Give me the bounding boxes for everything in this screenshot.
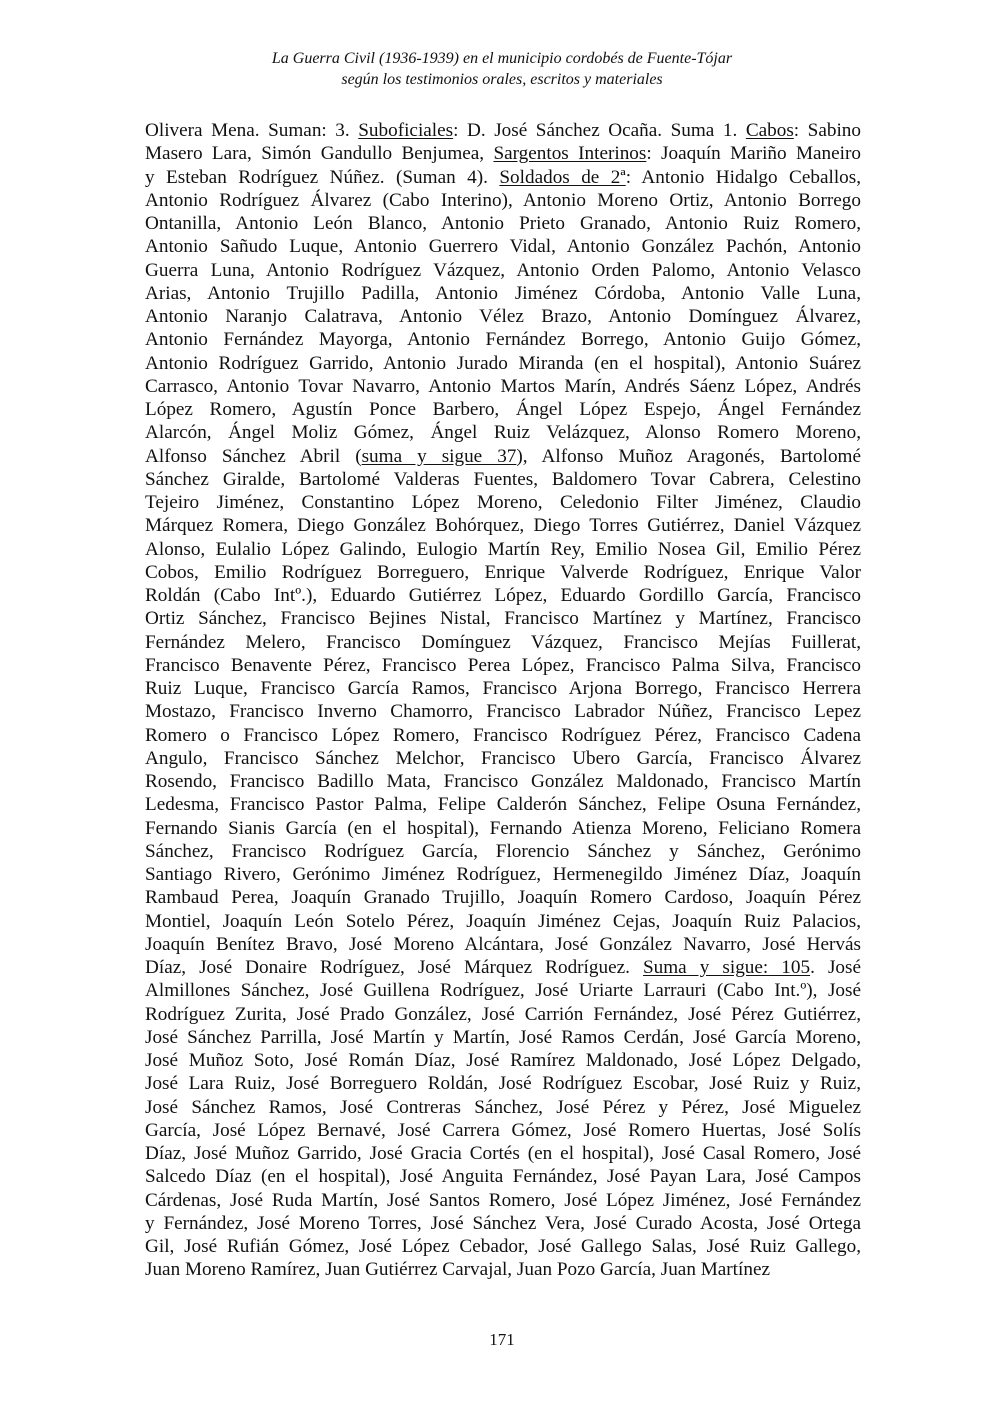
text-segment: Alarcón, Ángel Moliz Gómez, Ángel Ruiz Velázquez, Alonso Romero Moreno, <box>145 422 861 444</box>
text-line <box>145 445 861 468</box>
text-line <box>145 1119 861 1142</box>
text-line <box>145 305 861 328</box>
page-number: 171 <box>489 1330 515 1349</box>
underlined-heading: Sargentos Interinos <box>493 143 647 165</box>
text-line <box>145 910 861 933</box>
text-segment: José Sánchez Ramos, José Contreras Sánchez, José Pérez y Pérez, José Miguelez <box>145 1096 861 1118</box>
text-line <box>145 166 861 189</box>
text-segment: Cárdenas, José Ruda Martín, José Santos Romero, José López Jiménez, José Fernández <box>145 1189 861 1211</box>
text-line <box>145 1235 861 1258</box>
text-segment: Fernando Sianis García (en el hospital), Fernando Atienza Moreno, Feliciano Romera <box>145 817 861 839</box>
text-line <box>145 724 861 747</box>
text-segment: José Muñoz Soto, José Román Díaz, José Ramírez Maldonado, José López Delgado, <box>145 1050 861 1071</box>
text-segment: : Joaquín Mariño Maneiro <box>646 143 861 165</box>
text-segment: Ortiz Sánchez, Francisco Bejines Nistal, Francisco Martínez y Martínez, Francisco <box>145 608 861 630</box>
underlined-heading: Cabos <box>745 120 794 141</box>
text-segment: López Romero, Agustín Ponce Barbero, Ángel López Espejo, Ángel Fernández <box>145 399 861 420</box>
underlined-heading: Suboficiales <box>358 120 454 141</box>
text-segment: : D. José Sánchez Ocaña. Suma 1. <box>453 120 746 141</box>
text-line <box>145 631 861 654</box>
text-segment: Mostazo, Francisco Inverno Chamorro, Francisco Labrador Núñez, Francisco Lepez <box>145 701 861 723</box>
text-line <box>145 1212 861 1235</box>
text-segment: José Sánchez Parrilla, José Martín y Martín, José Ramos Cerdán, José García Moreno, <box>145 1026 861 1048</box>
text-segment: Ontanilla, Antonio León Blanco, Antonio Prieto Granado, Antonio Ruiz Romero, <box>145 213 861 234</box>
text-segment: Alonso, Eulalio López Galindo, Eulogio Martín Rey, Emilio Nosea Gil, Emilio Pérez <box>145 538 861 560</box>
text-line <box>145 700 861 723</box>
text-segment: Gil, José Rufián Gómez, José López Cebador, José Gallego Salas, José Ruiz Gallego, <box>145 1236 861 1257</box>
text-segment: García, José López Bernavé, José Carrera Gómez, José Romero Huertas, José Solís <box>145 1119 861 1141</box>
text-line <box>145 1026 861 1049</box>
text-segment: y Fernández, José Moreno Torres, José Sánchez Vera, José Curado Acosta, José Ortega <box>145 1212 861 1234</box>
text-line <box>145 747 861 770</box>
text-segment: Olivera Mena. Suman: 3. <box>145 120 359 141</box>
text-line <box>145 1258 861 1281</box>
text-line <box>145 352 861 375</box>
text-segment: . José <box>810 957 861 978</box>
running-header <box>0 48 1004 90</box>
text-segment: Masero Lara, Simón Gandullo Benjumea, <box>145 143 494 165</box>
text-segment: Antonio Naranjo Calatrava, Antonio Vélez Brazo, Antonio Domínguez Álvarez, <box>145 306 861 327</box>
text-segment: Antonio Rodríguez Álvarez (Cabo Interino), Antonio Moreno Ortiz, Antonio Borrego <box>145 189 861 211</box>
text-line <box>145 793 861 816</box>
text-line <box>145 1165 861 1188</box>
text-line <box>145 398 861 421</box>
text-segment: : Sabino <box>793 120 861 141</box>
text-segment: Tejeiro Jiménez, Constantino López Moreno, Celedonio Filter Jiménez, Claudio <box>145 492 861 513</box>
text-segment: José Lara Ruiz, José Borreguero Roldán, José Rodríguez Escobar, José Ruiz y Ruiz, <box>145 1073 861 1095</box>
text-line <box>145 770 861 793</box>
text-segment: Díaz, José Muñoz Garrido, José Gracia Cortés (en el hospital), José Casal Romero, José <box>145 1143 861 1164</box>
text-segment: Arias, Antonio Trujillo Padilla, Antonio Jiménez Córdoba, Antonio Valle Luna, <box>145 282 861 304</box>
text-segment: Cobos, Emilio Rodríguez Borreguero, Enrique Valverde Rodríguez, Enrique Valor <box>145 561 861 583</box>
text-segment: Joaquín Benítez Bravo, José Moreno Alcántara, José González Navarro, José Hervás <box>145 933 861 955</box>
text-segment: Ledesma, Francisco Pastor Palma, Felipe Calderón Sánchez, Felipe Osuna Fernández, <box>145 794 861 816</box>
text-line <box>145 1142 861 1165</box>
text-line <box>145 584 861 607</box>
text-segment: ), Alfonso Muñoz Aragonés, Bartolomé <box>516 445 861 467</box>
text-line <box>145 142 861 165</box>
text-segment: Rodríguez Zurita, José Prado González, José Carrión Fernández, José Pérez Gutiérrez, <box>145 1003 861 1025</box>
text-segment: Romero o Francisco López Romero, Francisco Rodríguez Pérez, Francisco Cadena <box>145 724 861 746</box>
text-line <box>145 979 861 1002</box>
text-segment: Antonio Sañudo Luque, Antonio Guerrero Vidal, Antonio González Pachón, Antonio <box>145 236 861 258</box>
text-segment: Antonio Rodríguez Garrido, Antonio Jurado Miranda (en el hospital), Antonio Suárez <box>145 352 861 374</box>
text-segment: Guerra Luna, Antonio Rodríguez Vázquez, Antonio Orden Palomo, Antonio Velasco <box>145 259 861 281</box>
text-line <box>145 817 861 840</box>
text-segment: Juan Moreno Ramírez, Juan Gutiérrez Carvajal, Juan Pozo García, Juan Martínez <box>145 1259 770 1281</box>
text-segment: Roldán (Cabo Intº.), Eduardo Gutiérrez López, Eduardo Gordillo García, Francisco <box>145 585 861 606</box>
text-segment: Rambaud Perea, Joaquín Granado Trujillo, Joaquín Romero Cardoso, Joaquín Pérez <box>145 887 861 909</box>
text-line <box>145 677 861 700</box>
text-segment: Alfonso Sánchez Abril ( <box>145 445 362 467</box>
text-line <box>145 282 861 305</box>
text-segment: Rosendo, Francisco Badillo Mata, Francisco González Maldonado, Francisco Martín <box>145 771 861 792</box>
text-line <box>145 468 861 491</box>
text-segment: y Esteban Rodríguez Núñez. (Suman 4). <box>145 166 500 188</box>
text-line <box>145 933 861 956</box>
text-segment: Díaz, José Donaire Rodríguez, José Márquez Rodríguez. <box>145 957 643 978</box>
running-header-line-1: La Guerra Civil (1936-1939) en el municipio cordobés de Fuente-Tójar <box>271 50 733 67</box>
text-segment: Montiel, Joaquín León Sotelo Pérez, Joaquín Jiménez Cejas, Joaquín Ruiz Palacios, <box>145 910 861 932</box>
text-segment: Ruiz Luque, Francisco García Ramos, Francisco Arjona Borrego, Francisco Herrera <box>145 678 861 699</box>
text-line <box>145 212 861 235</box>
underlined-heading: suma y sigue 37 <box>361 445 517 467</box>
text-line <box>145 491 861 514</box>
text-line <box>145 863 861 886</box>
underlined-heading: Soldados de 2ª <box>499 166 626 188</box>
text-line <box>145 956 861 979</box>
text-segment: Sánchez, Francisco Rodríguez García, Florencio Sánchez y Sánchez, Gerónimo <box>145 840 861 862</box>
text-line <box>145 235 861 258</box>
text-line <box>145 375 861 398</box>
text-line <box>145 189 861 212</box>
text-segment: Sánchez Giralde, Bartolomé Valderas Fuentes, Baldomero Tovar Cabrera, Celestino <box>145 468 861 490</box>
text-segment: Santiago Rivero, Gerónimo Jiménez Rodríguez, Hermenegildo Jiménez Díaz, Joaquín <box>145 864 861 885</box>
text-line <box>145 1003 861 1026</box>
body-text <box>145 119 861 1282</box>
text-line <box>145 886 861 909</box>
text-line <box>145 840 861 863</box>
text-line <box>145 421 861 444</box>
text-line <box>145 1049 861 1072</box>
text-line <box>145 119 861 142</box>
text-segment: Angulo, Francisco Sánchez Melchor, Francisco Ubero García, Francisco Álvarez <box>145 747 861 769</box>
text-segment: Salcedo Díaz (en el hospital), José Anguita Fernández, José Payan Lara, José Campos <box>145 1166 861 1188</box>
text-line <box>145 514 861 537</box>
text-line <box>145 538 861 561</box>
text-segment: Carrasco, Antonio Tovar Navarro, Antonio Martos Marín, Andrés Sáenz López, Andrés <box>145 375 861 397</box>
text-line <box>145 561 861 584</box>
text-line <box>145 328 861 351</box>
text-line <box>145 1096 861 1119</box>
text-line <box>145 654 861 677</box>
running-header-line-2: según los testimonios orales, escritos y materiales <box>341 71 663 88</box>
text-line <box>145 259 861 282</box>
underlined-heading: Suma y sigue: 105 <box>642 957 811 978</box>
text-segment: : Antonio Hidalgo Ceballos, <box>625 166 862 188</box>
text-line <box>145 607 861 630</box>
text-segment: Francisco Benavente Pérez, Francisco Perea López, Francisco Palma Silva, Francisco <box>145 654 861 676</box>
text-segment: Antonio Fernández Mayorga, Antonio Fernández Borrego, Antonio Guijo Gómez, <box>145 329 861 351</box>
text-line <box>145 1189 861 1212</box>
text-segment: Almillones Sánchez, José Guillena Rodríguez, José Uriarte Larrauri (Cabo Int.º), José <box>145 980 861 1002</box>
text-line <box>145 1072 861 1095</box>
text-segment: Fernández Melero, Francisco Domínguez Vázquez, Francisco Mejías Fuillerat, <box>145 631 861 653</box>
text-segment: Márquez Romera, Diego González Bohórquez, Diego Torres Gutiérrez, Daniel Vázquez <box>145 515 861 537</box>
